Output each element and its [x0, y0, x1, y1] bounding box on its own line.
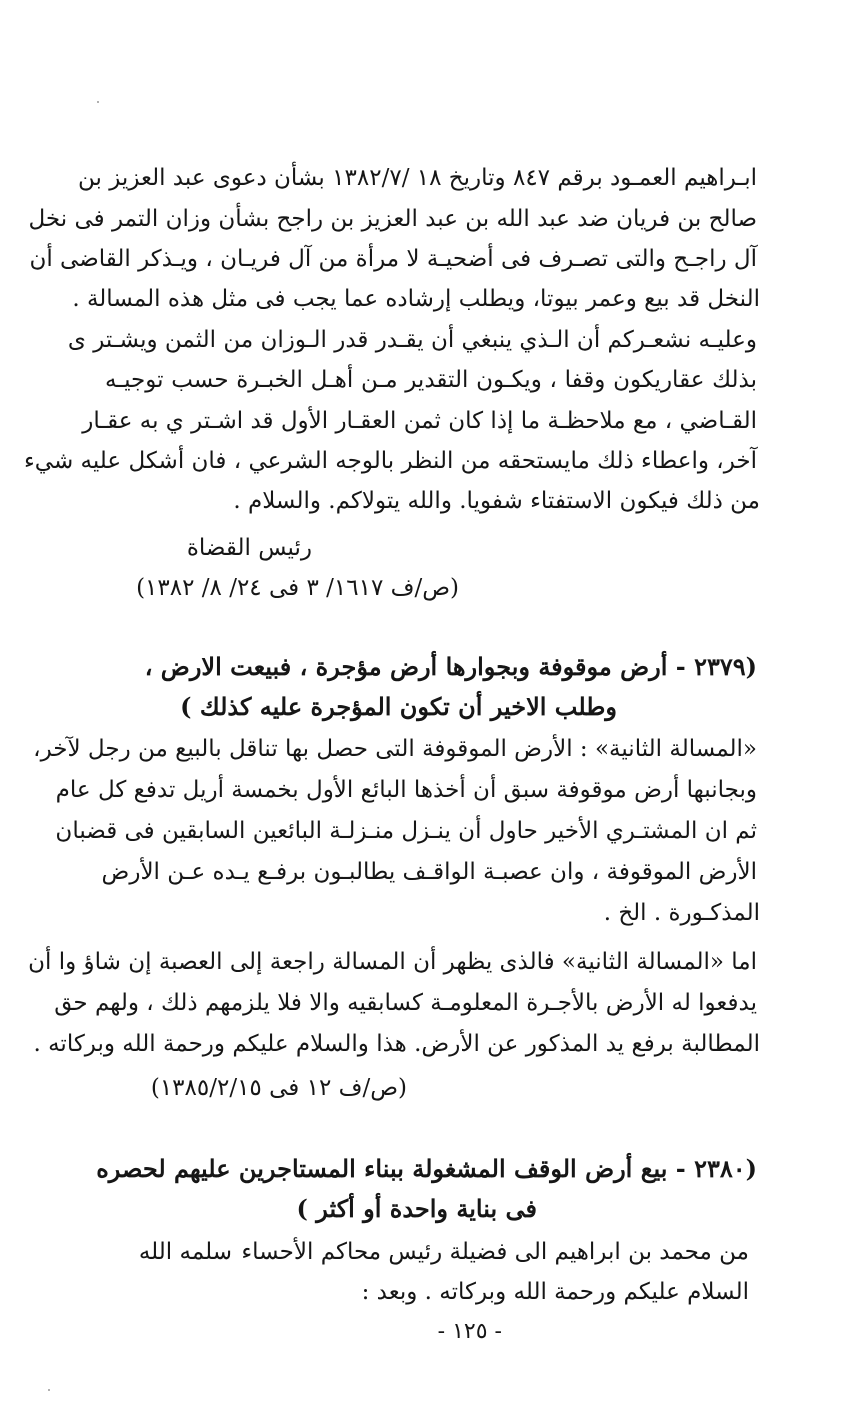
answer-line-1: اما «المسالة الثانية» فالذى يظهر أن المسالة راجعة إلى العصبة إن شاؤ وا أن	[28, 949, 757, 975]
paragraph-2-line-3: القـاضي ، مع ملاحظـة ما إذا كان ثمن العقـار الأول قد اشـتر ي به عقـار	[82, 408, 757, 434]
reference-2: (ص/ف ١٢ فى ١٣٨٥/٢/١٥)	[150, 1075, 407, 1101]
letter-greeting: السلام عليكم ورحمة الله وبركاته . وبعد :	[361, 1279, 749, 1305]
question-line-2: وبجانبها أرض موقوفة سبق أن أخذها البائع الأول بخمسة أريل تدفع كل عام	[55, 777, 757, 803]
heading-2379-line-2: وطلب الاخير أن تكون المؤجرة عليه كذلك )	[180, 692, 617, 721]
paragraph-2-line-5: من ذلك فيكون الاستفتاء شفويا. والله يتولاكم. والسلام .	[233, 488, 760, 514]
paragraph-1-line-1: ابـراهيم العمـود برقم ٨٤٧ وتاريخ ١٨ /١٣٨٢/٧ بشأن دعوى عبد العزيز بن	[78, 165, 757, 191]
signature: رئيس القضاة	[186, 535, 312, 561]
scan-speck	[48, 1389, 50, 1391]
letter-from-to: من محمد بن ابراهيم الى فضيلة رئيس محاكم الأحساء	[241, 1239, 749, 1265]
heading-2380-line-1: (٢٣٨٠ - بيع أرض الوقف المشغولة ببناء المستاجرين عليهم لحصره	[96, 1154, 757, 1183]
question-line-5: المذكـورة . الخ .	[603, 900, 760, 926]
heading-2379-line-1: (٢٣٧٩ - أرض موقوفة وبجوارها أرض مؤجرة ، فبيعت الارض ،	[144, 652, 757, 681]
paragraph-1-line-3: آل راجـح والتى تصـرف فى أضحيـة لا مرأة من آل فريـان ، ويـذكر القاضى أن	[29, 246, 757, 272]
heading-2380-line-2: فى بناية واحدة أو أكثر )	[296, 1194, 537, 1223]
answer-line-3: المطالبة برفع يد المذكور عن الأرض. هذا والسلام عليكم ورحمة الله وبركاته .	[33, 1031, 760, 1057]
scan-speck	[97, 101, 99, 103]
reference-1: (ص/ف ١٦١٧/ ٣ فى ٢٤/ ٨/ ١٣٨٢)	[136, 575, 459, 601]
paragraph-1-line-2: صالح بن فريان ضد عبد الله بن عبد العزيز بن راجح بشأن وزان التمر فى نخل	[28, 206, 757, 232]
paragraph-1-line-4: النخل قد بيع وعمر بيوتا، ويطلب إرشاده عما يجب فى مثل هذه المسالة .	[72, 286, 760, 312]
question-line-3: ثم ان المشتـري الأخير حاول أن ينـزل منـزلـة البائعين السابقين فى قضبان	[55, 818, 757, 844]
page-number: - ١٢٥ -	[437, 1319, 502, 1344]
question-line-1: «المسالة الثانية» : الأرض الموقوفة التى حصل بها تناقل بالبيع من رجل لآخر،	[33, 736, 757, 762]
paragraph-2-line-1: وعليـه نشعـركم أن الـذي ينبغي أن يقـدر قدر الـوزان من الثمن ويشـتر ى	[67, 327, 757, 353]
answer-line-2: يدفعوا له الأرض بالأجـرة المعلومـة كسابقيه والا فلا يلزمهم ذلك ، ولهم حق	[54, 990, 757, 1016]
letter-blessing: سلمه الله	[138, 1239, 232, 1265]
paragraph-2-line-4: آخر، واعطاء ذلك مايستحقه من النظر بالوجه الشرعي ، فان أشكل عليه شيء	[23, 448, 757, 474]
paragraph-2-line-2: بذلك عقاريكون وقفا ، ويكـون التقدير مـن أهـل الخبـرة حسب توجيـه	[105, 367, 757, 393]
question-line-4: الأرض الموقوفة ، وان عصبـة الواقـف يطالبـون برفـع يـده عـن الأرض	[101, 859, 757, 885]
